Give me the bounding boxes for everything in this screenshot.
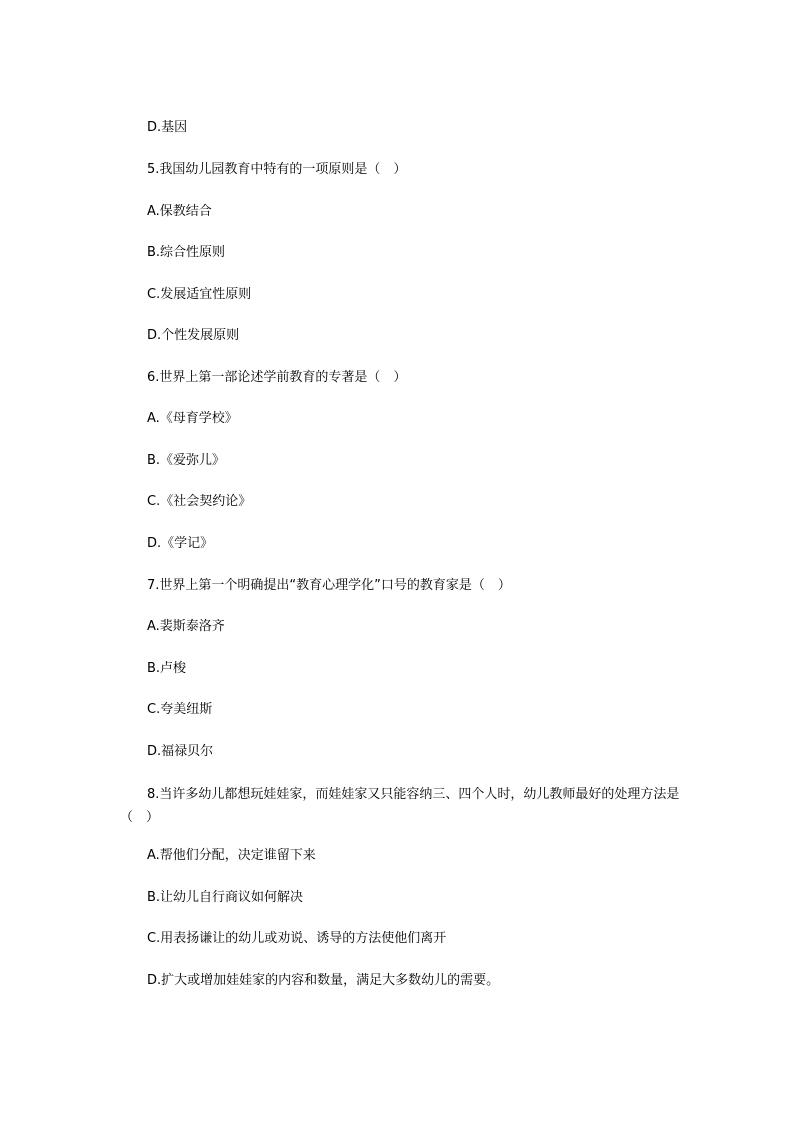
question-line: 7.世界上第一个明确提出“教育心理学化”口号的教育家是（ ）	[147, 578, 511, 593]
question-line: 5.我国幼儿园教育中特有的一项原则是（ ）	[147, 162, 407, 177]
option-line: A.裴斯泰洛齐	[147, 619, 225, 634]
option-line: A.保教结合	[147, 204, 212, 219]
option-line: D.扩大或增加娃娃家的内容和数量，满足大多数幼儿的需要。	[147, 973, 500, 988]
option-line: A.帮他们分配，决定谁留下来	[147, 848, 316, 863]
question-line: 8.当许多幼儿都想玩娃娃家，而娃娃家又只能容纳三、四个人时，幼儿教师最好的处理方法是（ ）	[120, 787, 680, 825]
option-line: D.个性发展原则	[147, 328, 240, 343]
option-line: C.用表扬谦让的幼儿或劝说、诱导的方法使他们离开	[147, 931, 447, 946]
option-line: B.让幼儿自行商议如何解决	[147, 890, 304, 905]
option-line: C.夸美纽斯	[147, 702, 213, 717]
option-line: D.《学记》	[147, 536, 214, 551]
option-line: B.卢梭	[147, 661, 187, 676]
option-line: B.《爱弥儿》	[147, 453, 226, 468]
option-line: B.综合性原则	[147, 245, 226, 260]
option-line: D.基因	[147, 120, 188, 135]
option-line: A.《母育学校》	[147, 411, 238, 426]
option-line: C.《社会契约论》	[147, 494, 252, 509]
question-line: 6.世界上第一部论述学前教育的专著是（ ）	[147, 370, 407, 385]
option-line: D.福禄贝尔	[147, 744, 214, 759]
option-line: C.发展适宜性原则	[147, 287, 252, 302]
